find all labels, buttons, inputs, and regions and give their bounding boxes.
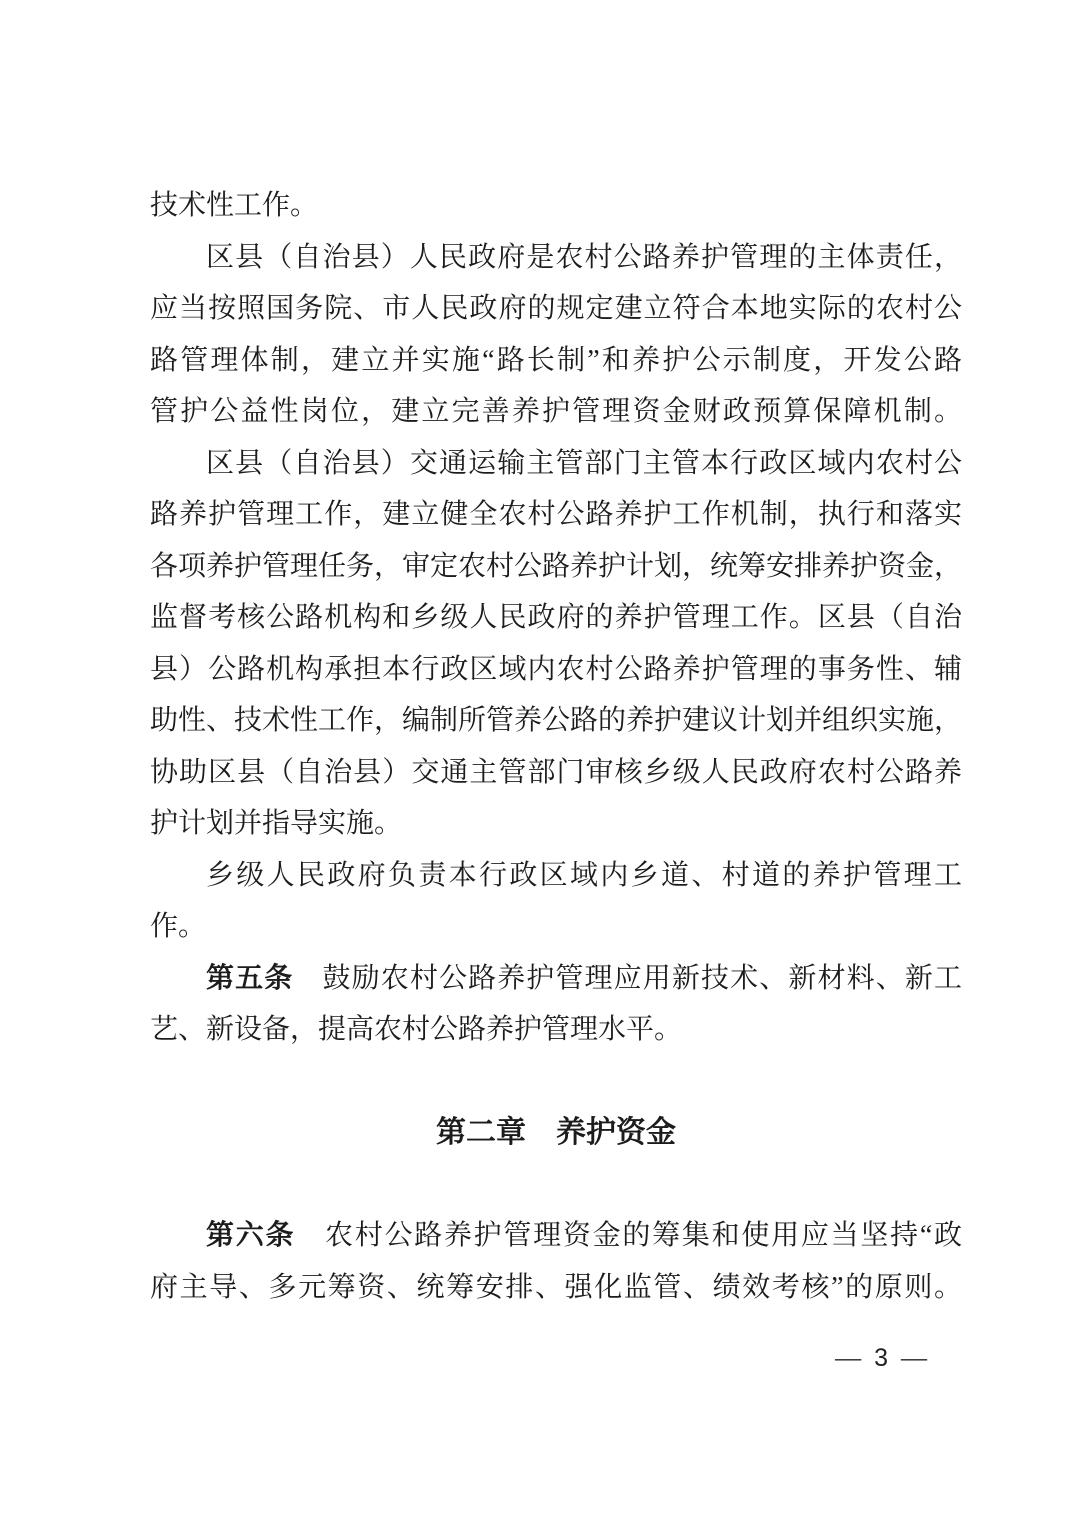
page-number xyxy=(835,1338,927,1378)
text-line: 各项养护管理任务，审定农村公路养护计划，统筹安排养护资金， xyxy=(150,550,963,582)
text-line: 应当按照国务院、市人民政府的规定建立符合本地实际的农村公 xyxy=(150,293,962,324)
text-line: 护计划并指导实施。 xyxy=(150,808,403,839)
text-line: 作。 xyxy=(150,911,207,942)
article-number: 第六条 xyxy=(206,1220,296,1251)
text-line: 府主导、多元筹资、统筹安排、强化监管、绩效考核”的原则。 xyxy=(150,1271,962,1303)
page-number-value: 3 xyxy=(874,1344,888,1372)
text-line: 路养护管理工作，建立健全农村公路养护工作机制，执行和落实 xyxy=(150,499,962,530)
article-number: 第五条 xyxy=(206,962,294,994)
text-line: 区县（自治县）人民政府是农村公路养护管理的主体责任， xyxy=(206,241,962,273)
text-line: 第六条 农村公路养护管理资金的筹集和使用应当坚持“政 xyxy=(206,1220,962,1251)
text-line: 路管理体制，建立并实施“路长制”和养护公示制度，开发公路 xyxy=(150,344,962,376)
text-line: 监督考核公路机构和乡级人民政府的养护管理工作。区县（自治 xyxy=(150,602,962,633)
text-line: 技术性工作。 xyxy=(150,190,319,221)
text-line: 协助区县（自治县）交通主管部门审核乡级人民政府农村公路养 xyxy=(150,756,962,788)
page-number-dash-left: — xyxy=(835,1343,862,1372)
text-line: 第五条 鼓励农村公路养护管理应用新技术、新材料、新工 xyxy=(206,962,962,994)
text-line: 助性、技术性工作，编制所管养公路的养护建议计划并组织实施， xyxy=(150,705,963,736)
text-line: 区县（自治县）交通运输主管部门主管本行政区域内农村公 xyxy=(206,447,962,479)
blank-line xyxy=(150,1056,962,1108)
text-line: 管护公益性岗位，建立完善养护管理资金财政预算保障机制。 xyxy=(150,396,962,427)
chapter-heading: 第二章 养护资金 xyxy=(436,1116,676,1149)
text-line: 县）公路机构承担本行政区域内农村公路养护管理的事务性、辅 xyxy=(150,653,962,685)
blank-line xyxy=(150,1159,962,1211)
page-number-dash-right: — xyxy=(901,1343,927,1372)
text-line: 艺、新设备，提高农村公路养护管理水平。 xyxy=(150,1014,683,1045)
document-body xyxy=(150,180,962,1313)
text-line: 乡级人民政府负责本行政区域内乡道、村道的养护管理工 xyxy=(206,859,962,891)
